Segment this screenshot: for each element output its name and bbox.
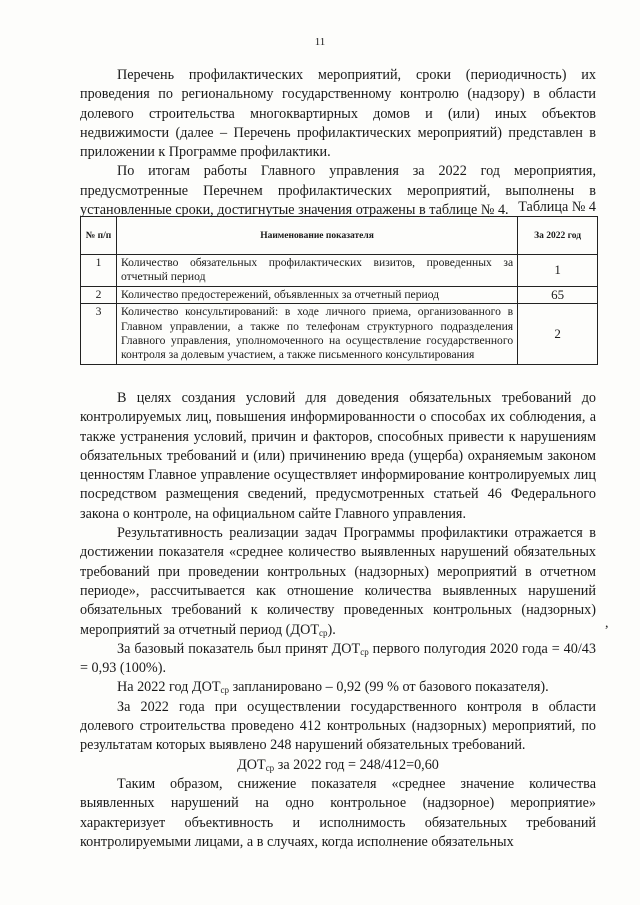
table-row (81, 255, 598, 287)
margin-mark: , (605, 616, 609, 631)
main-text (80, 389, 596, 852)
row-indicator: Количество консультирований: в ходе личного приема, организованного в Главном управлении, а также по телефонам структурного подразделения Главного управления, уполномоченного на осуществление государственного контроля за долевым участием, а также письменного консультирования (116, 304, 517, 365)
row-value: 65 (518, 286, 598, 303)
header-indicator: Наименование показателя (116, 217, 517, 255)
paragraph-conclusion: Таким образом, снижение показателя «среднее значение количества выявленных нарушений на одно контрольное (надзорное) мероприятие» характеризует объективность и исполнимость обязательных требований контролируемыми лицами, а в случаях, когда исполнение обязательных (80, 775, 596, 850)
row-number: 2 (81, 286, 117, 303)
table-row (81, 304, 598, 365)
paragraph-list-of-measures: Перечень профилактических мероприятий, сроки (периодичность) их проведения по региональному государственному контролю (надзору) в области долевого строительства многоквартирных домов и (или) иных объектов недвижимости (далее – Перечень профилактических мероприятий) представлен в приложении к Программе профилактики. (80, 67, 596, 161)
table-header-row (81, 217, 598, 255)
row-value: 2 (518, 304, 598, 365)
header-year: За 2022 год (518, 217, 598, 255)
page-number: 11 (314, 36, 326, 48)
formula-dot-2022: $ДОТ_{ср}$ за 2022 год = 248/412=0,60 (237, 756, 439, 773)
row-value: 1 (518, 255, 598, 287)
table-row (81, 286, 598, 303)
header-number: № п/п (81, 217, 117, 255)
table-caption: Таблица № 4 (518, 199, 596, 215)
paragraph-informing: В целях создания условий для доведения обязательных требований до контролируемых лиц, повышения информированности о способах их соблюдения, а также устранения условий, причин и факторов, способных привести к нарушениям обязательных требований и (или) причинению вреда (ущерба) охраняемым законом ценностям Главное управление осуществляет информирование контролируемых лиц посредством размещения сведений, предусмотренных статьей 46 Федерального закона о контроле, на официальном сайте Главного управления. (80, 390, 596, 522)
row-indicator: Количество предостережений, объявленных за отчетный период (116, 286, 517, 303)
row-number: 1 (81, 255, 117, 287)
paragraph-planned-2022: На 2022 год $ДОТ_{ср}$ запланировано – 0,92 (99 % от базового показателя). (117, 679, 549, 696)
paragraph-effectiveness: Результативность реализации задач Программы профилактики отражается в достижении показателя «среднее количество выявленных нарушений обязательных требований при проведении контрольных (надзорных) мероприятий в отчетном периоде», рассчитывается как отношение количества выявленных нарушений обязательных требований к количеству проведенных контрольных (надзорных) мероприятий за отчетный период $(ДОТ_{ср})$. (80, 525, 596, 638)
indicators-table (80, 216, 598, 365)
paragraph-base-indicator: За базовый показатель был принят $ДОТ_{ср}$ первого полугодия 2020 года = 40/43 = 0,93 (100%). (80, 640, 596, 677)
paragraph-inspections-2022: За 2022 года при осуществлении государственного контроля в области долевого строительства проведено 412 контрольных (надзорных) мероприятий, по результатам которых выявлено 248 нарушений обязательных требований. (80, 698, 596, 754)
row-indicator: Количество обязательных профилактических визитов, проведенных за отчетный период (116, 255, 517, 287)
row-number: 3 (81, 304, 117, 365)
paragraph-results-2022: По итогам работы Главного управления за 2022 год мероприятия, предусмотренные Перечнем профилактических мероприятий, выполнены в установленные сроки, достигнутые значения отражены в таблице № 4. (80, 163, 596, 219)
